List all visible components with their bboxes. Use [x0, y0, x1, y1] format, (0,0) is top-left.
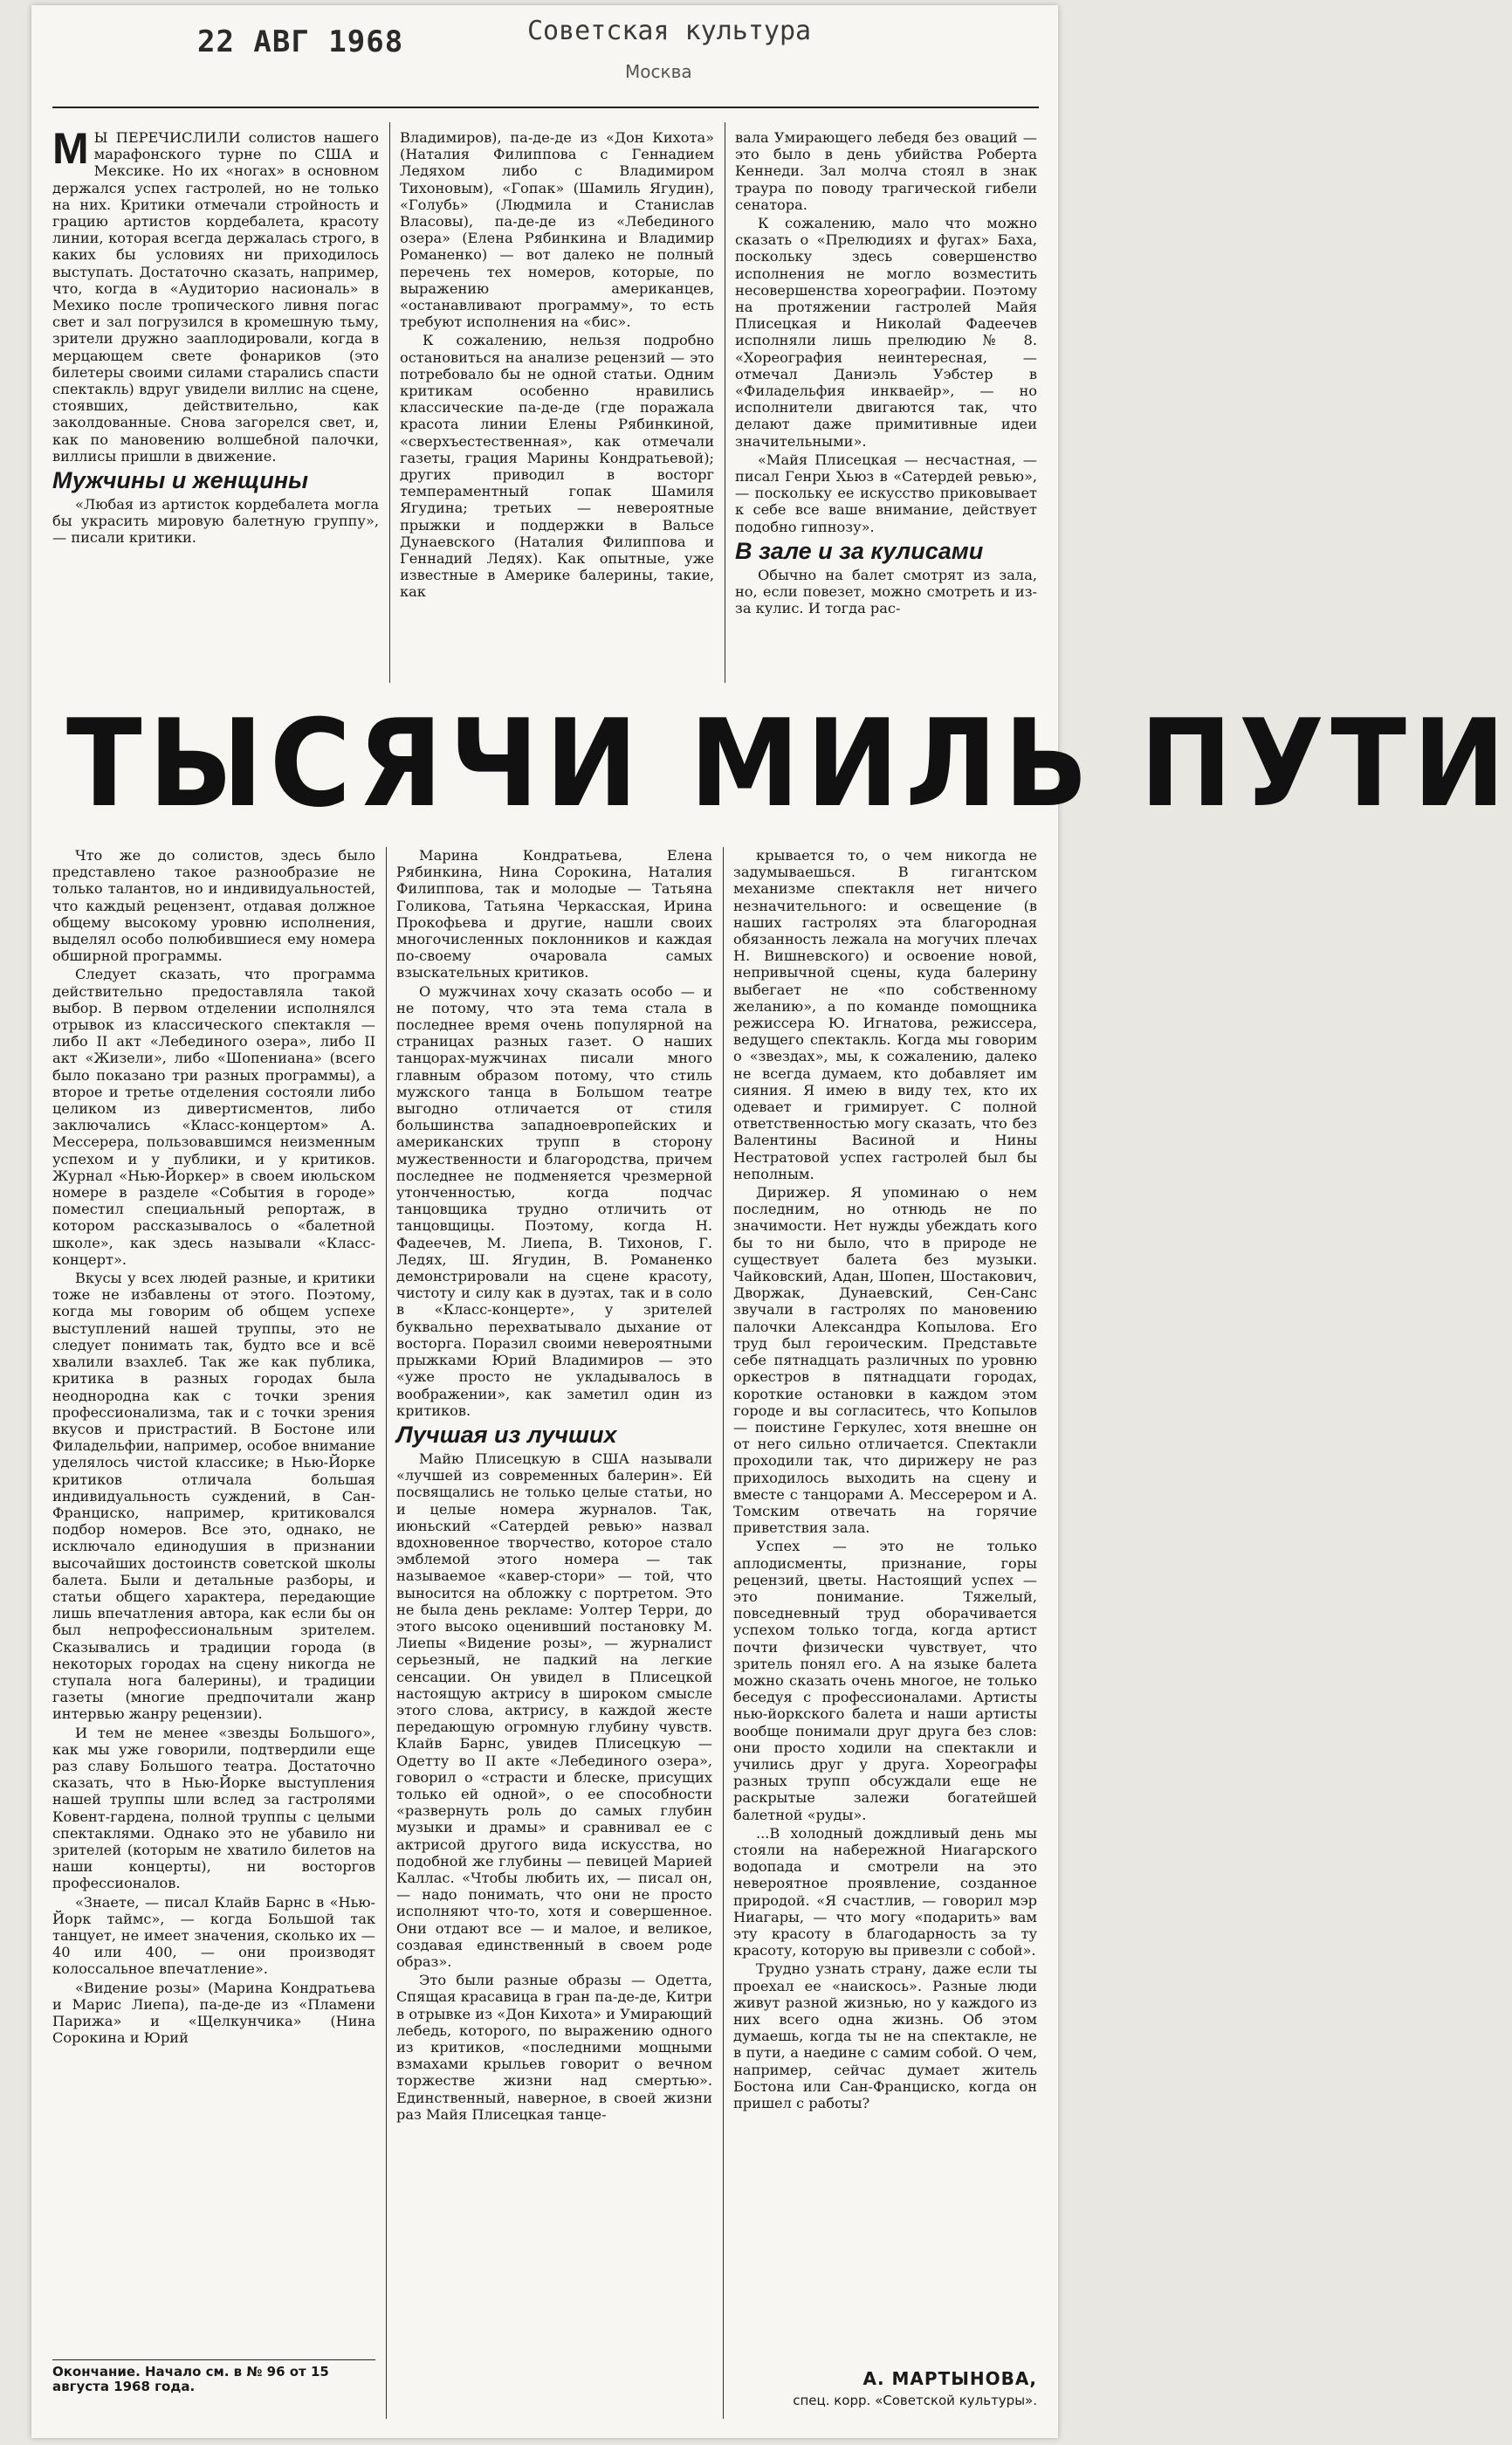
paragraph: О мужчинах хочу сказать особо — и не потому, что эта тема стала в последнее время очень популярной на страницах разных газет. О наших танцорах-мужчинах писали много главным образом потому, что стиль мужского танца в Большом театре выгодно отличается от стиля большинства западноевропейских и американских трупп в сторону мужественности и благородства, причем последнее не подменяется чрезмерной утонченностью, когда подчас танцовщика трудно отличить от танцовщицы. Поэтому, когда Н. Фадеечев, М. Лиепа, В. Тихонов, Г. Ледях, Ш. Ягудин, В. Романенко демонстрировали на сцене красоту, чистоту и силу как в дуэтах, так и в соло в «Класс-концерте», у зрителей буквально перехватывало дыхание от восторга. Поразил своими невероятными прыжками Юрий Владимиров — это «уже просто не укладывалось в воображении», как заметил один из критиков. [396, 982, 712, 1419]
paragraph: Трудно узнать страну, даже если ты проехал ее «наискось». Разные люди живут разной жизнью, но у каждого из них всего одна жизнь. Об этом думаешь, когда ты не на спектакле, не в пути, а наедине с самим собой. О чем, например, сейчас думает житель Бостона или Сан-Франциско, когда он пришел с работы? [733, 1960, 1037, 2112]
column-divider [386, 847, 387, 2419]
paragraph: «Любая из артисток кордебалета могла бы украсить мировую балетную группу», — писали критики. [52, 496, 379, 547]
source-stamp: Советская культура [527, 16, 812, 46]
city-stamp: Москва [625, 61, 692, 82]
column-divider [723, 847, 724, 2419]
author-name: А. МАРТЫНОВА, [863, 2368, 1037, 2389]
paragraph: Обычно на балет смотрят из зала, но, если повезет, можно смотреть и из-за кулис. И тогда рас- [735, 566, 1037, 617]
paragraph: Майю Плисецкую в США называли «лучшей из современных балерин». Ей посвящались не только целые статьи, но и целые номера журналов. Так, июньский «Сатердей ревью» назвал вдохновенное творчество, которое стало эмблемой этого номера — так называемое «кавер-стори» — той, что выносится на обложку с портретом. Это не была день рекламе: Уолтер Терри, до этого высоко оценивший постановку М. Лиепы «Видение розы», — журналист серьезный, не падкий на легкие сенсации. Он увидел в Плисецкой настоящую актрису в широком смысле этого слова, актрису, в каждой жесте передающую огромную глубину чувств. Клайв Барнс, увидев Плисецкую — Одетту во II акте «Лебединого озера», говорил о «страсти и блеске, присущих только ей одной», о ее способности «развернуть роль до самых глубин музыки и драмы» и сравнивал ее с актрисой другого вида искусства, но подобной же глубины — певицей Марией Каллас. «Чтобы любить их, — писал он, — надо понимать, что они не просто исполняют что-то, хотя и совершенное. Они отдают все — и малое, и великое, создавая единственный в своем роде образ». [396, 1450, 712, 1970]
paragraph: И тем не менее «звезды Большого», как мы уже говорили, подтвердили еще раз славу Большого театра. Достаточно сказать, что в Нью-Йорке выступления нашей труппы шли вслед за гастролями Ковент-гардена, полной труппы с целыми спектаклями. Однако это не убавило ни зрителей (которым не хватило билетов на наши концерты), ни восторгов профессионалов. [52, 1724, 375, 1892]
paragraph: «Видение розы» (Марина Кондратьева и Марис Лиепа), па-де-де из «Пламени Парижа» и «Щелкунчика» (Нина Сорокина и Юрий [52, 1979, 375, 2047]
article-headline: ТЫСЯЧИ МИЛЬ ПУТИ [66, 693, 1512, 834]
paragraph: К сожалению, нельзя подробно остановиться на анализе рецензий — это потребовало бы не одной статьи. Одним критикам особенно нравились классические па-де-де (где поражала красота линии Елены Рябинкиной, «сверхъестественная», как отмечали газеты, грация Марины Кондратьевой); других приводил в восторг темпераментный гопак Шамиля Ягудина; третьих — невероятные прыжки и поддержки в Вальсе Дунаевского (Наталия Филиппова и Геннадий Ледях). Как опытные, уже известные в Америке балерины, такие, как [400, 332, 714, 601]
paragraph: Дирижер. Я упоминаю о нем последним, но отнюдь не по значимости. Нет нужды убеждать кого бы то ни было, что в природе не существует балета без музыки. Чайковский, Адан, Шопен, Шостакович, Дворжак, Дунаевский, Сен-Санс звучали в гастролях по мановению палочки Александра Копылова. Его труд был героическим. Представьте себе пятнадцать различных по уровню оркестров в пятнадцати городах, короткие остановки в каждом этом городе и вы согласитесь, что Копылов — поистине Геркулес, хотя внешне он от него сильно отличается. Спектакли проходили так, что дирижеру не раз приходилось выходить на сцену и вместе с танцорами А. Мессерером и А. Томским отвечать на горячие приветствия зала. [733, 1184, 1037, 1537]
paragraph: Владимиров), па-де-де из «Дон Кихота» (Наталия Филиппова с Геннадием Ледяхом либо с Владимиром Тихоновым), «Гопак» (Шамиль Ягудин), «Голубь» (Людмила и Станислав Власовы), па-де-де из «Лебединого озера» (Елена Рябинкина и Владимир Романенко) — вот далеко не полный перечень тех номеров, которые, по выражению американцев, «останавливают программу», то есть требуют исполнения на «бис». [400, 129, 714, 331]
paragraph: Это были разные образы — Одетта, Спящая красавица в гран па-де-де, Китри в отрывке из «Дон Кихота» и Умирающий лебедь, которого, по выражению одного из критиков, «последними мощными взмахами крыльев говорит о вечном торжестве жизни над смертью». Единственный, наверное, в своей жизни раз Майя Плисецкая танце- [396, 1972, 712, 2123]
dropcap: М [52, 124, 89, 173]
footnote-rule [52, 2359, 375, 2360]
paragraph: К сожалению, мало что можно сказать о «Прелюдиях и фугах» Баха, поскольку здесь совершенство исполнения не могло возместить несовершенства хореографии. Поэтому на протяжении гастролей Майя Плисецкая и Николай Фадеечев исполняли лишь прелюдию № 8. «Хореография неинтересная, — отмечал Даниэль Уэбстер в «Филадельфия инкваейр», — но исполнители двигаются так, что делают даже примитивные идеи значительными». [735, 215, 1037, 450]
paragraph: крывается то, о чем никогда не задумываешься. В гигантском механизме спектакля нет ничего незначительного: и освещение (в наших гастролях эта благородная обязанность лежала на могучих плечах Н. Вишневского) и освоение новой, непривычной сцены, куда балерину выбегает не «по собственному желанию», а по команде помощника режиссера Ю. Игнатова, режиссера, ведущего спектакль. Когда мы говорим о «звездах», мы, к сожалению, далеко не всегда думаем, кто добавляет им сияния. Я имею в виду тех, кто их одевает и гримирует. С полной ответственностью могу сказать, что без Валентины Васиной и Нины Нестратовой успех гастролей был бы неполным. [733, 847, 1037, 1182]
bottom-column-3 [733, 847, 1037, 2359]
paragraph: «Знаете, — писал Клайв Барнс в «Нью-Йорк таймс», — когда Большой так танцует, не имеет значения, сколько их — 40 или 400, — они производят колоссальное впечатление». [52, 1893, 375, 1978]
paragraph: Следует сказать, что программа действительно предоставляла такой выбор. В первом отделении исполнялся отрывок из классического спектакля — либо II акт «Лебединого озера», либо II акт «Жизели», либо «Шопениана» (всего было показано три разных программы), а второе и третье отделения состояли либо целиком из дивертисментов, либо заключались «Класс-концертом» А. Мессерера, пользовавшимся неизменным успехом и у публики, и у критиков. Журнал «Нью-Йоркер» в своем июльском номере в разделе «События в городе» поместил специальный репортаж, в котором рассказывалось о «балетной школе», как здесь называли «Класс-концерт». [52, 966, 375, 1268]
top-column-2 [400, 129, 714, 681]
column-divider [389, 122, 390, 683]
subheading-men-women: Мужчины и женщины [52, 467, 309, 494]
bottom-column-2 [396, 847, 712, 2426]
bottom-column-1 [52, 847, 375, 2356]
top-rule [52, 107, 1039, 108]
continuation-footnote: Окончание. Начало см. в № 96 от 15 августа 1968 года. [52, 2364, 329, 2394]
subheading-hall-backstage: В зале и за кулисами [735, 537, 984, 564]
subheading-best-of-best: Лучшая из лучших [396, 1421, 617, 1448]
author-signature [784, 2368, 1037, 2408]
paragraph: Вкусы у всех людей разные, и критики тоже не избавлены от этого. Поэтому, когда мы говорим об общем успехе выступлений нашей труппы, это не следует понимать так, будто все и всё хвалили взахлеб. Так же как публика, критика в разных городах была неоднородна как с точки зрения профессионализма, так и с точки зрения вкусов и пристрастий. В Бостоне или Филадельфии, например, особое внимание уделялось чистой классике; в Нью-Йорке критиков отличала большая индивидуальность суждений, в Сан-Франциско, например, критиковался подбор номеров. Все это, однако, не исключало единодушия в признании высочайших достоинств советской школы балета. Были и детальные разборы, и статьи общего характера, передающие лишь впечатления автора, как если бы он был непрофессиональным зрителем. Сказывались и традиции города (в некоторых городах на сцену никогда не ступала нога балерины), и традиции газеты (многие предпочитали жанр интервью жанру рецензии). [52, 1270, 375, 1723]
paragraph: «Майя Плисецкая — несчастная, — писал Генри Хьюз в «Сатердей ревью», — поскольку ее искусство приковывает к себе все ваше внимание, действует подобно гипнозу». [735, 451, 1037, 535]
paragraph: Марина Кондратьева, Елена Рябинкина, Нина Сорокина, Наталия Филиппова, так и молодые — Татьяна Голикова, Татьяна Черкасская, Ирина Прокофьева и другие, нашли своих многочисленных поклонников и каждая по-своему очаровала самых взыскательных критиков. [396, 847, 712, 981]
author-role: спец. корр. «Советской культуры». [793, 2393, 1037, 2408]
top-column-3 [735, 129, 1037, 681]
paragraph: Ы ПЕРЕЧИСЛИЛИ солистов нашего марафонского турне по США и Мексике. Но их «ногах» в основном держался успех гастролей, но не только на них. Критики отмечали стройность и грацию артистов кордебалета, красоту линии, которая всегда держалась строго, в каких бы условиях ни приходилось выступать. Достаточно сказать, например, что, когда в «Аудиторио насиональ» в Мехико после тропического ливня погас свет и зал погрузился в кромешную тьму, зрители дружно зааплодировали, когда в мерцающем свете фонариков (это билетеры своими силами старались спасти спектакль) вдруг увидели виллис на сцене, стоявших, действительно, как заколдованные. Снова загорелся свет, и, как по мановению волшебной палочки, виллисы пришли в движение. [52, 129, 379, 465]
paragraph: вала Умирающего лебедя без оваций — это было в день убийства Роберта Кеннеди. Зал молча стоял в знак траура по поводу трагической гибели сенатора. [735, 129, 1037, 213]
date-stamp: 22 АВГ 1968 [197, 24, 404, 59]
paragraph: Что же до солистов, здесь было представлено такое разнообразие не только талантов, но и индивидуальностей, что каждый рецензент, отдавая должное общему высокому уровню исполнения, выделял особо полюбившиеся ему номера обширной программы. [52, 847, 375, 965]
paragraph: Успех — это не только аплодисменты, признание, горы рецензий, цветы. Настоящий успех — это понимание. Тяжелый, повседневный труд оборачивается успехом только тогда, когда артист почти физически чувствует, что зритель понял его. А на языке балета можно сказать очень многое, не только беседуя с профессионалами. Артисты нью-йоркского балета и наши артисты вообще понимали друг друга без слов: они просто ходили на спектакли и учились друг у друга. Хореографы разных трупп обсуждали еще не раскрытые залежи богатейшей балетной «руды». [733, 1538, 1037, 1823]
top-column-1 [52, 124, 379, 681]
paragraph: ...В холодный дождливый день мы стояли на набережной Ниагарского водопада и смотрели на это невероятное проявление, созданное природой. «Я счастлив, — говорил мэр Ниагары, — что могу «подарить» вам эту красоту в благодарность за ту красоту, которую вы привезли с собой». [733, 1824, 1037, 1959]
